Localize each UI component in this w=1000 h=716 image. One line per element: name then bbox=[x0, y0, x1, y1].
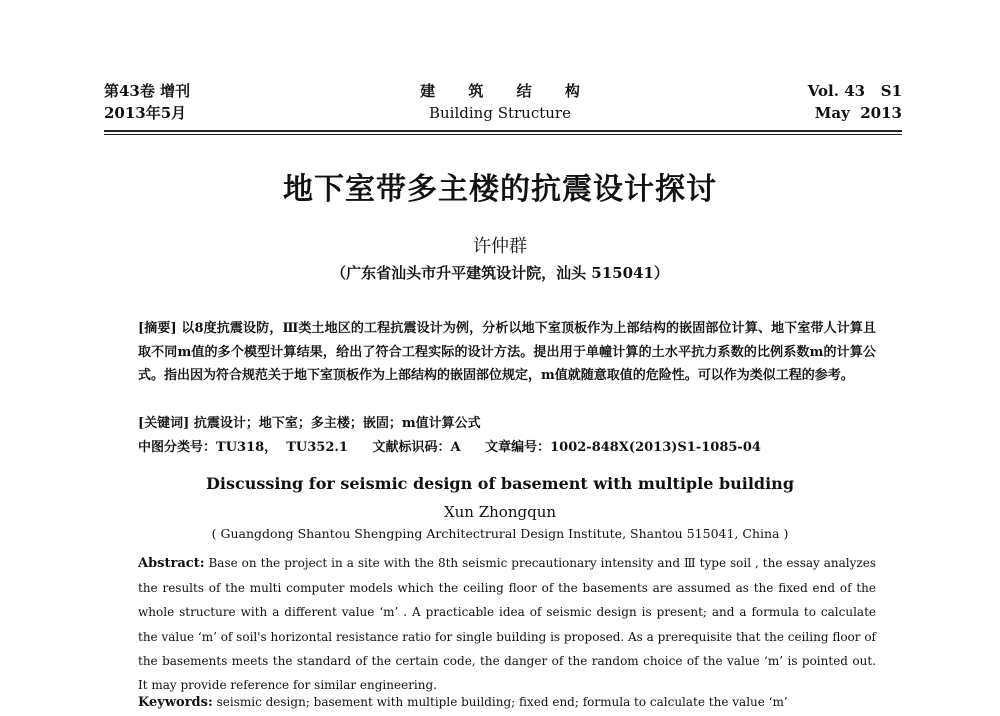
abstract-cn bbox=[138, 317, 876, 388]
volume-en: Vol. 43 S1 bbox=[807, 82, 902, 100]
document-code: 文献标识码：A bbox=[372, 440, 461, 455]
publication-date-cn: 2013年5月 bbox=[104, 104, 187, 122]
clc-number: 中图分类号：TU318， TU352.1 bbox=[138, 440, 348, 455]
keywords-en bbox=[138, 692, 788, 713]
keywords-en-label: Keywords: bbox=[138, 695, 213, 710]
volume-issue: 第43卷 增刊 bbox=[104, 82, 191, 100]
classification-line bbox=[138, 437, 781, 459]
keywords-en-text: seismic design; basement with multiple building; fixed end; formula to calculate the value ‘m’ bbox=[216, 695, 788, 709]
journal-volume-en bbox=[808, 80, 902, 124]
abstract-en bbox=[138, 551, 876, 697]
abstract-cn-text: 以8度抗震设防，Ⅲ类土地区的工程抗震设计为例，分析以地下室顶板作为上部结构的嵌固部位计算、地下室带人计算且取不同m值的多个模型计算结果，给出了符合工程实际的设计方法。提出用于单幢计算的土水平抗力系数的比例系数m的计算公式。指出因为符合规范关于地下室顶板作为上部结构的嵌固部位规定，m值就随意取值的危险性。可以作为类似工程的参考。 bbox=[138, 321, 876, 384]
journal-name-cn: 建 筑 结 构 bbox=[420, 82, 594, 100]
abstract-en-text: Base on the project in a site with the 8th seismic precautionary intensity and Ⅲ type soil , the essay analyzes the results of the multi computer models which the ceiling floor of the basements are assumed as the fixed end of the whole structure with a different value ‘m’ . A practicable idea of seismic design is present; and a formula to calculate the value ‘m’ of soil's horizontal resistance ratio for single building is proposed. As a prerequisite that the ceiling floor of the basements meets the standard of the certain code, the danger of the random choice of the value ‘m’ is pointed out. It may provide reference for similar engineering. bbox=[138, 556, 876, 693]
paper-title-en: Discussing for seismic design of basement with multiple building bbox=[205, 474, 794, 493]
keywords-cn-label: [关键词] bbox=[138, 416, 190, 431]
header-rule-thin bbox=[104, 134, 902, 135]
publication-date-en: May 2013 bbox=[814, 104, 902, 122]
abstract-en-label: Abstract: bbox=[138, 556, 205, 571]
keywords-cn bbox=[138, 413, 481, 435]
article-number: 文章编号：1002-848X(2013)S1-1085-04 bbox=[485, 440, 761, 455]
abstract-cn-label: [摘要] bbox=[138, 321, 177, 336]
author-name-cn: 许仲群 bbox=[473, 236, 527, 257]
journal-name-en: Building Structure bbox=[429, 104, 571, 122]
keywords-cn-text: 抗震设计；地下室；多主楼；嵌固；m值计算公式 bbox=[193, 416, 481, 431]
paper-title-cn: 地下室带多主楼的抗震设计探讨 bbox=[283, 172, 717, 207]
header-rule-thick bbox=[104, 130, 902, 132]
author-name-en: Xun Zhongqun bbox=[443, 503, 557, 521]
affiliation-en: ( Guangdong Shantou Shengping Architectrural Design Institute, Shantou 515041, China ) bbox=[211, 526, 789, 541]
affiliation-cn: （广东省汕头市升平建筑设计院，汕头 515041） bbox=[331, 264, 669, 282]
